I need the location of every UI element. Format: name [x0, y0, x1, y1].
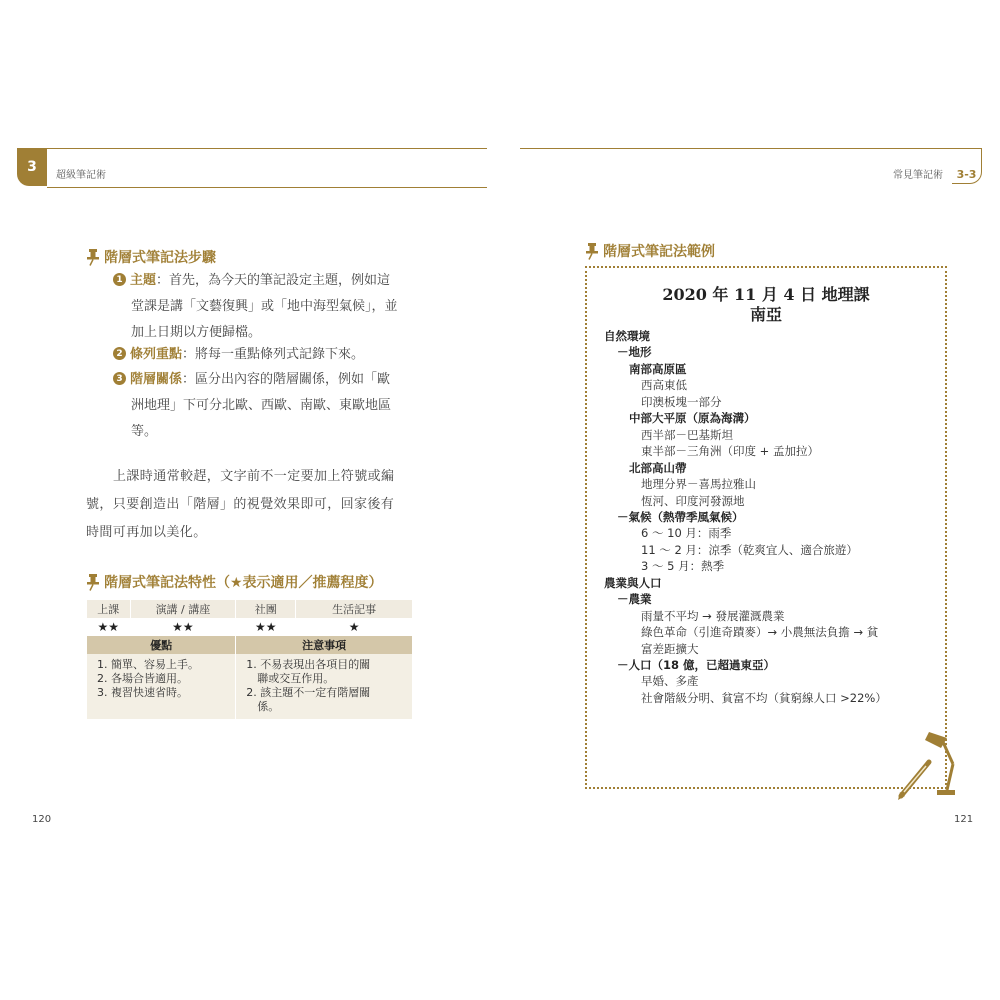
cons-item: 1. 不易表現出各項目的關	[246, 658, 371, 671]
pros-item: 3. 複習快速省時。	[97, 686, 188, 699]
table-header-row	[87, 600, 413, 618]
note-line: 東半部－三角洲（印度 + 孟加拉）	[641, 444, 819, 459]
example-heading-text: 階層式筆記法範例	[603, 244, 715, 260]
step-keyword: 階層關係	[130, 372, 183, 387]
desk-illustration	[895, 728, 957, 800]
note-subtitle: 南亞	[749, 305, 782, 324]
section-header-bar	[520, 148, 952, 187]
note-line: 印澳板塊一部分	[641, 394, 722, 409]
note-line: 6 ～ 10 月：雨季	[641, 526, 732, 541]
note-line: 地理分界－喜馬拉雅山	[641, 477, 756, 492]
step-number: 3	[113, 372, 126, 385]
chapter-title: 超級筆記術	[56, 170, 106, 181]
cons-header: 注意事項	[236, 636, 412, 654]
note-line: －地形	[617, 345, 652, 360]
pencil-icon	[898, 762, 929, 800]
step-number: 1	[113, 273, 126, 286]
note-line: 自然環境	[604, 329, 650, 343]
features-heading-text: 階層式筆記法特性（★表示適用／推薦程度）	[104, 575, 383, 591]
note-line: －人口（18 億，已超過東亞）	[617, 658, 776, 672]
note-line: 社會階級分明、貧富不均（貧窮線人口 >22%）	[641, 690, 887, 705]
cons-item: 2. 該主題不一定有階層關	[246, 686, 371, 699]
step-number: 2	[113, 347, 126, 360]
note-line: 富差距擴大	[641, 641, 699, 656]
note-line: 3 ～ 5 月：熱季	[641, 559, 725, 574]
pushpin-icon	[86, 573, 100, 591]
cons-item: 係。	[246, 700, 280, 713]
step-keyword: 主題	[130, 273, 157, 288]
body-paragraph	[86, 463, 413, 547]
step-text: 堂課是講「文藝復興」或「地中海型氣候」，並	[131, 299, 398, 314]
note-line: －氣候（熱帶季風氣候）	[617, 509, 744, 524]
note-line: 綠色革命（引進奇蹟麥）→ 小農無法負擔 → 貧	[641, 625, 879, 640]
table-header-cell: 上課	[87, 600, 131, 618]
step-text: 等。	[131, 424, 158, 439]
step-text: ：區分出內容的階層關係，例如「歐	[182, 372, 391, 387]
note-line: 11 ～ 2 月：涼季（乾爽宜人、適合旅遊）	[641, 542, 858, 557]
cons-cell	[236, 654, 412, 719]
section-number: 3-3	[956, 168, 977, 181]
section-number-badge	[952, 148, 982, 184]
paragraph-line: 時間可再加以美化。	[86, 525, 207, 540]
rating-stars: ★★	[130, 618, 236, 636]
note-title: 2020 年 11 月 4 日 地理課	[662, 285, 870, 304]
pros-item: 1. 簡單、容易上手。	[97, 658, 199, 671]
step-text: ：將每一重點條列式記錄下來。	[182, 347, 365, 362]
features-heading	[86, 572, 383, 592]
step-keyword: 條列重點	[130, 347, 183, 362]
steps-heading	[86, 247, 216, 267]
rating-stars: ★★	[87, 618, 131, 636]
table-header-cell: 生活記事	[296, 600, 412, 618]
note-line: 雨量不平均 → 發展灌溉農業	[641, 608, 785, 623]
note-line: 西半部－巴基斯坦	[641, 427, 733, 442]
note-line: 恆河、印度河發源地	[641, 493, 745, 508]
note-line: －農業	[617, 592, 652, 607]
paragraph-line: 上課時通常較趕，文字前不一定要加上符號或編	[113, 469, 395, 484]
step-text: 洲地理」下可分北歐、西歐、南歐、東歐地區	[131, 398, 392, 413]
chapter-number: 3	[27, 159, 37, 175]
pros-header: 優點	[87, 636, 236, 654]
table-header-cell: 社團	[236, 600, 296, 618]
features-table	[86, 600, 412, 719]
note-line: 南部高原區	[629, 361, 687, 376]
step-2	[113, 342, 413, 368]
table-rating-row	[87, 618, 413, 636]
note-line: 北部高山帶	[629, 460, 687, 475]
step-1	[113, 268, 413, 346]
pushpin-icon	[585, 242, 599, 260]
paragraph-line: 號，只要創造出「階層」的視覺效果即可，回家後有	[86, 497, 395, 512]
note-line: 西高東低	[641, 378, 687, 393]
note-line: 早婚、多產	[641, 674, 699, 689]
table-subheader-row	[87, 636, 413, 654]
pushpin-icon	[86, 248, 100, 266]
chapter-header-bar	[47, 148, 487, 188]
table-body-row	[87, 654, 413, 719]
note-line: 農業與人口	[604, 575, 662, 590]
table-header-cell: 演講 / 講座	[130, 600, 236, 618]
rating-stars: ★★	[236, 618, 296, 636]
step-text: ：首先，為今天的筆記設定主題，例如這	[156, 273, 391, 288]
step-text: 加上日期以方便歸檔。	[131, 325, 262, 340]
section-title: 常見筆記術	[893, 170, 943, 181]
page-number-left: 120	[32, 814, 52, 825]
chapter-number-badge	[17, 148, 47, 186]
pros-item: 2. 各場合皆適用。	[97, 672, 188, 685]
example-heading	[585, 241, 715, 261]
cons-item: 聯或交互作用。	[246, 672, 335, 685]
page-number-right: 121	[954, 814, 974, 825]
steps-heading-text: 階層式筆記法步驟	[104, 250, 216, 266]
rating-stars: ★	[296, 618, 412, 636]
note-line: 中部大平原（原為海溝）	[629, 411, 756, 426]
pros-cell	[87, 654, 236, 719]
step-3	[113, 367, 413, 445]
